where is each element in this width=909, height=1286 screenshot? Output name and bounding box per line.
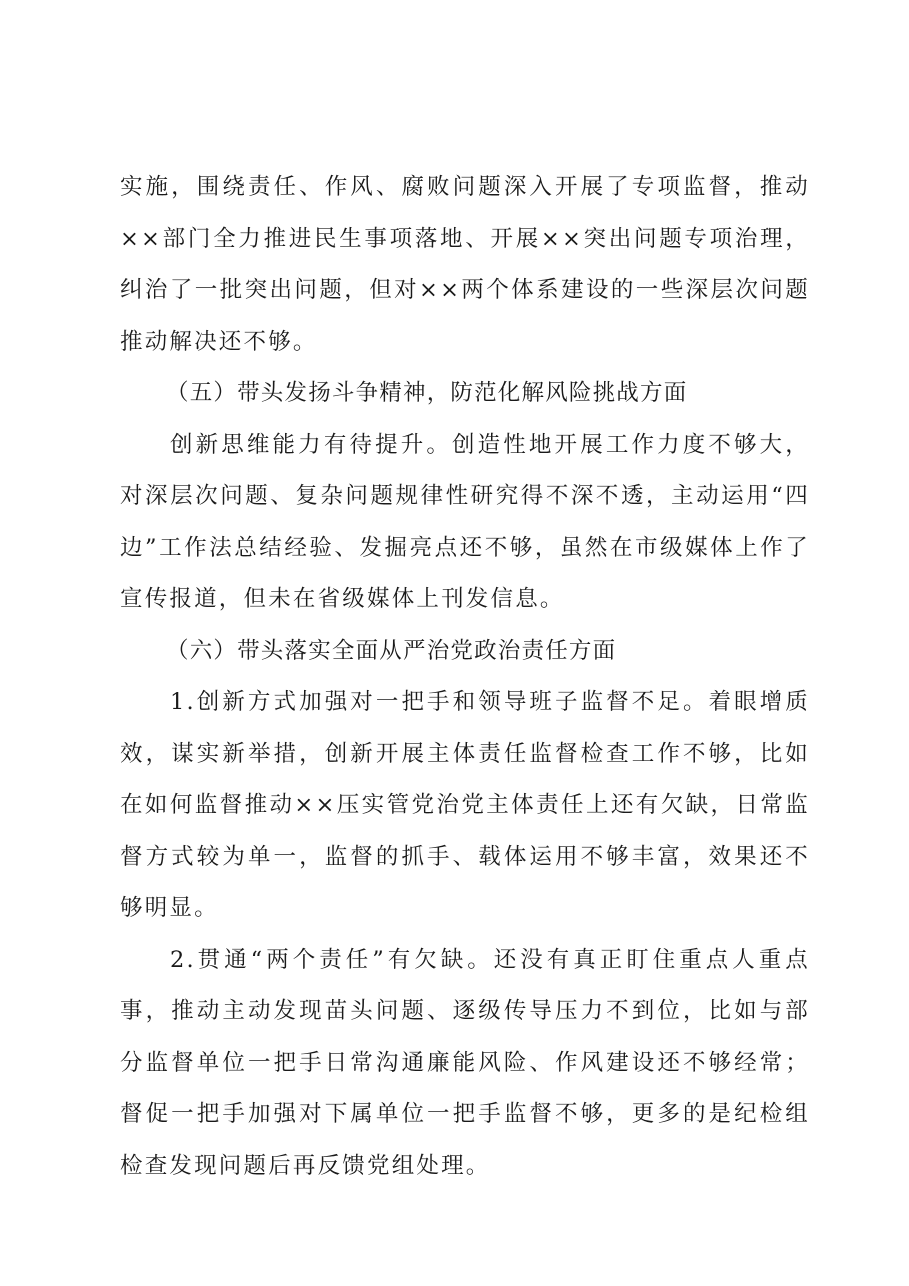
section-heading-six: （六）带头落实全面从严治党政治责任方面 xyxy=(166,637,617,664)
document-body xyxy=(120,162,810,1192)
paragraph-continued: 实施，围绕责任、作风、腐败问题深入开展了专项监督，推动××部门全力推进民生事项落地、开展××突出问题专项治理，纠治了一批突出问题，但对××两个体系建设的一些深层次问题推动解决还不够。 xyxy=(120,174,810,355)
paragraph-item-1: 1.创新方式加强对一把手和领导班子监督不足。着眼增质效，谋实新举措，创新开展主体责任监督检查工作不够，比如在如何监督推动××压实管党治党主体责任上还有欠缺，日常监督方式较为单一，监督的抓手、载体运用不够丰富，效果还不够明显。 xyxy=(120,689,810,921)
paragraph-innovation-thinking: 创新思维能力有待提升。创造性地开展工作力度不够大，对深层次问题、复杂问题规律性研究得不深不透，主动运用“四边”工作法总结经验、发掘亮点还不够，虽然在市级媒体上作了宣传报道，但未在省级媒体上刊发信息。 xyxy=(120,431,810,612)
section-heading-five: （五）带头发扬斗争精神，防范化解风险挑战方面 xyxy=(166,380,688,406)
paragraph-item-2: 2.贯通“两个责任”有欠缺。还没有真正盯住重点人重点事，推动主动发现苗头问题、逐级传导压力不到位，比如与部分监督单位一把手日常沟通廉能风险、作风建设还不够经常；督促一把手加强对下属单位一把手监督不够，更多的是纪检组检查发现问题后再反馈党组处理。 xyxy=(120,946,810,1179)
